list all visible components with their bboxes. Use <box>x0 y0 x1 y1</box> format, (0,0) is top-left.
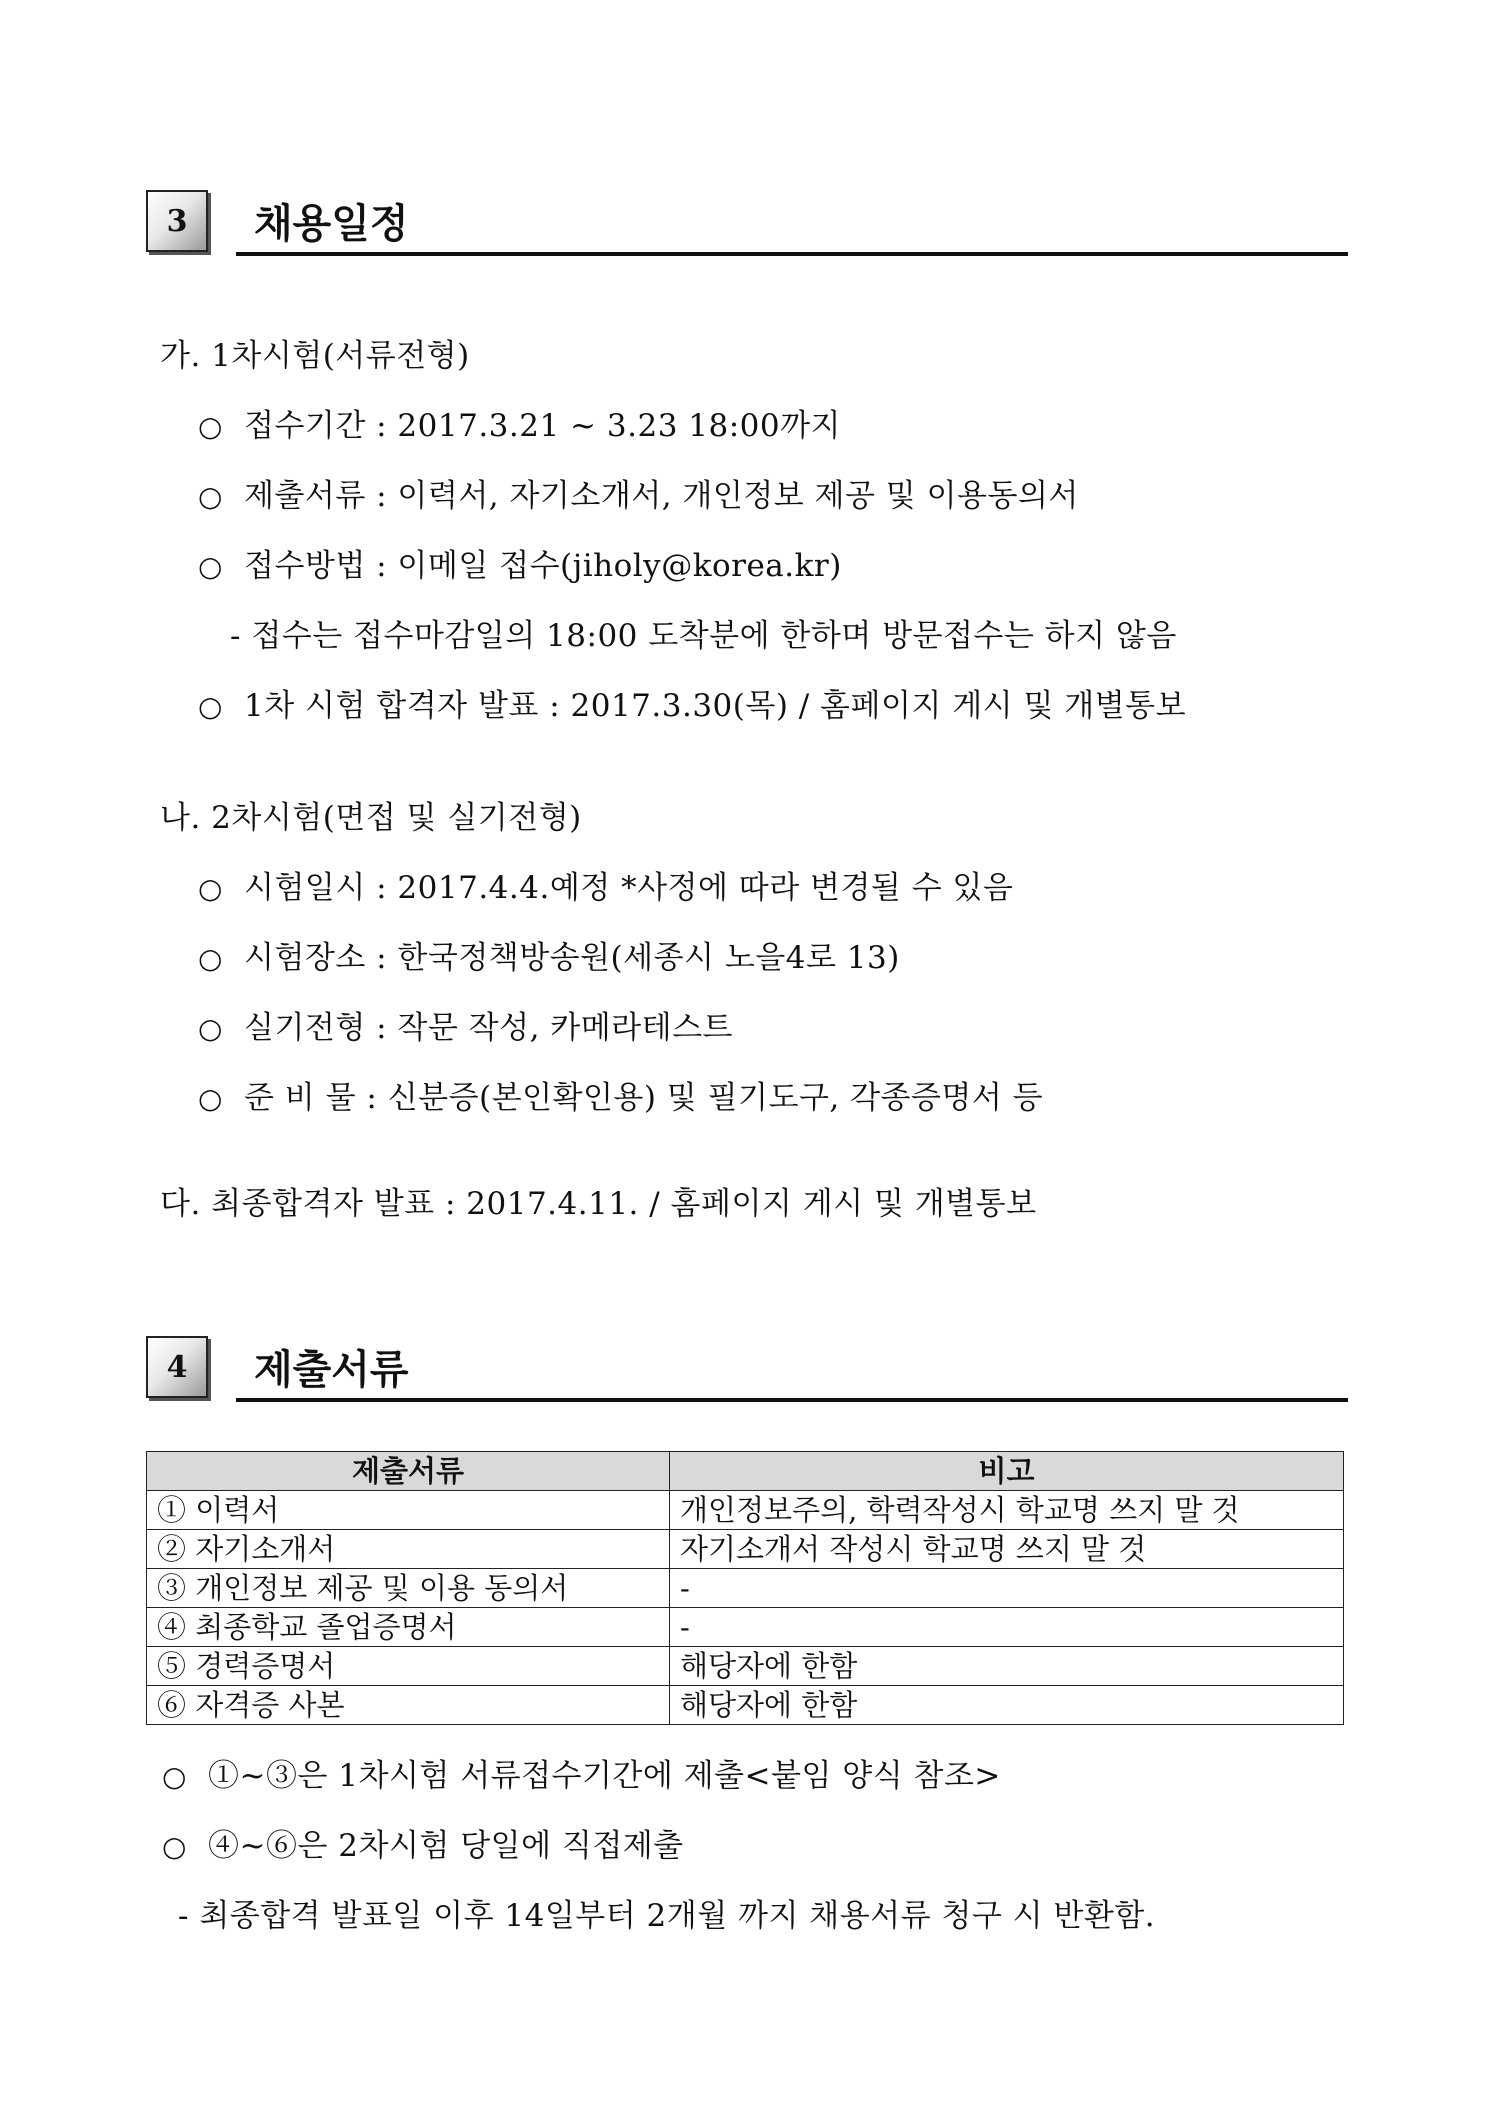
section-title: 채용일정 <box>254 201 409 247</box>
list-item <box>198 1072 1043 1117</box>
circle-bullet-icon: ○ <box>198 410 223 443</box>
table-header-row <box>147 1452 1344 1491</box>
table-cell: ⑤ 경력증명서 <box>147 1647 670 1686</box>
item-text: ④~⑥은 2차시험 당일에 직접제출 <box>208 1828 684 1864</box>
table-row <box>147 1491 1344 1530</box>
table-cell: ⑥ 자격증 사본 <box>147 1686 670 1725</box>
item-text: 접수방법 : 이메일 접수(jiholy@korea.kr) <box>244 548 842 584</box>
item-text: 시험장소 : 한국정책방송원(세종시 노을4로 13) <box>244 940 900 976</box>
first-exam-heading: 가. 1차시험(서류전형) <box>160 338 470 374</box>
list-item <box>162 1750 1001 1795</box>
table-cell: ④ 최종학교 졸업증명서 <box>147 1608 670 1647</box>
section-rule <box>236 1398 1348 1402</box>
list-item <box>198 470 1079 515</box>
list-item <box>198 932 900 977</box>
table-cell: ③ 개인정보 제공 및 이용 동의서 <box>147 1569 670 1608</box>
section-3-header <box>146 190 1348 258</box>
second-exam-heading: 나. 2차시험(면접 및 실기전형) <box>160 800 582 836</box>
circle-bullet-icon: ○ <box>198 550 223 583</box>
table-cell: - <box>670 1569 1344 1608</box>
table-cell: ② 자기소개서 <box>147 1530 670 1569</box>
documents-table <box>146 1451 1344 1725</box>
item-text: 시험일시 : 2017.4.4.예정 *사정에 따라 변경될 수 있음 <box>244 870 1014 906</box>
table-row <box>147 1686 1344 1725</box>
list-item <box>198 680 1186 725</box>
first-exam-note: - 접수는 접수마감일의 18:00 도착분에 한하며 방문접수는 하지 않음 <box>230 618 1177 654</box>
list-item <box>198 540 842 585</box>
circle-bullet-icon: ○ <box>198 942 223 975</box>
section-number-badge: 3 <box>146 190 208 252</box>
section-title: 제출서류 <box>254 1347 409 1393</box>
table-row <box>147 1608 1344 1647</box>
table-header-cell: 제출서류 <box>147 1452 670 1491</box>
table-cell: 해당자에 한함 <box>670 1647 1344 1686</box>
table-row <box>147 1647 1344 1686</box>
list-item <box>198 1002 733 1047</box>
circle-bullet-icon: ○ <box>162 1760 187 1793</box>
item-text: 접수기간 : 2017.3.21 ~ 3.23 18:00까지 <box>244 408 841 444</box>
table-cell: 개인정보주의, 학력작성시 학교명 쓰지 말 것 <box>670 1491 1344 1530</box>
circle-bullet-icon: ○ <box>198 480 223 513</box>
table-cell: ① 이력서 <box>147 1491 670 1530</box>
circle-bullet-icon: ○ <box>162 1830 187 1863</box>
item-text: 준 비 물 : 신분증(본인확인용) 및 필기도구, 각종증명서 등 <box>244 1080 1044 1116</box>
table-cell: - <box>670 1608 1344 1647</box>
circle-bullet-icon: ○ <box>198 872 223 905</box>
return-note: - 최종합격 발표일 이후 14일부터 2개월 까지 채용서류 청구 시 반환함. <box>178 1898 1156 1934</box>
item-text: 1차 시험 합격자 발표 : 2017.3.30(목) / 홈페이지 게시 및 개별통보 <box>244 688 1187 724</box>
item-text: 제출서류 : 이력서, 자기소개서, 개인정보 제공 및 이용동의서 <box>244 478 1079 514</box>
table-header-cell: 비고 <box>670 1452 1344 1491</box>
circle-bullet-icon: ○ <box>198 1082 223 1115</box>
list-item <box>198 400 841 445</box>
circle-bullet-icon: ○ <box>198 1012 223 1045</box>
section-number-badge: 4 <box>146 1336 208 1398</box>
list-item <box>162 1820 684 1865</box>
list-item <box>198 862 1013 907</box>
section-4-header <box>146 1336 1348 1404</box>
final-announcement: 다. 최종합격자 발표 : 2017.4.11. / 홈페이지 게시 및 개별통보 <box>160 1186 1037 1222</box>
table-row <box>147 1530 1344 1569</box>
section-rule <box>236 252 1348 256</box>
table-cell: 해당자에 한함 <box>670 1686 1344 1725</box>
item-text: 실기전형 : 작문 작성, 카메라테스트 <box>244 1010 733 1046</box>
item-text: ①~③은 1차시험 서류접수기간에 제출<붙임 양식 참조> <box>208 1758 1001 1794</box>
table-cell: 자기소개서 작성시 학교명 쓰지 말 것 <box>670 1530 1344 1569</box>
circle-bullet-icon: ○ <box>198 690 223 723</box>
table-row <box>147 1569 1344 1608</box>
